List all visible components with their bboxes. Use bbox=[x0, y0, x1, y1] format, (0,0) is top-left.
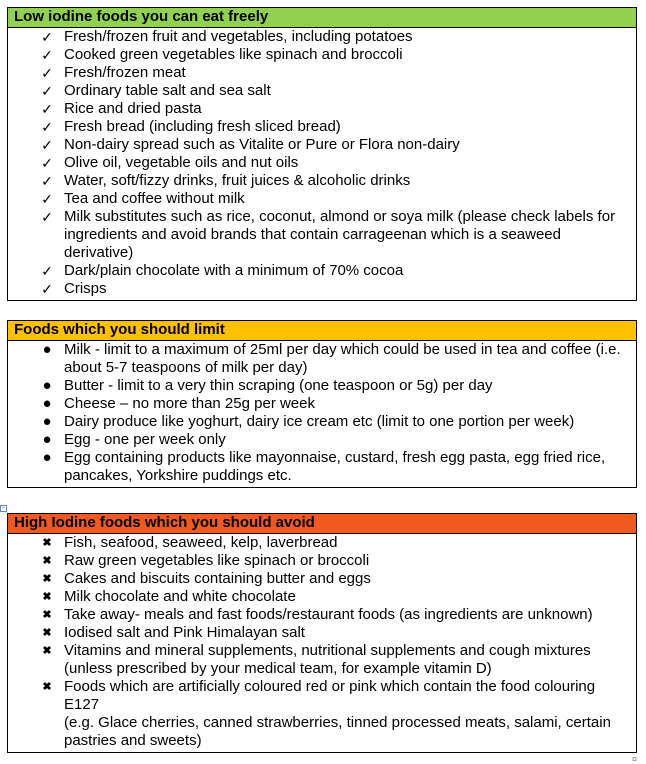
bullet-icon: ● bbox=[42, 413, 52, 430]
list-item-text: Fresh/frozen fruit and vegetables, including potatoes bbox=[64, 28, 413, 45]
cross-icon: ✖ bbox=[42, 573, 52, 585]
check-icon: ✓ bbox=[41, 191, 53, 207]
list-item-text: Take away- meals and fast foods/restaurant foods (as ingredients are unknown) bbox=[64, 606, 593, 623]
list-item bbox=[8, 28, 636, 46]
list-item bbox=[8, 280, 636, 298]
check-icon: ✓ bbox=[41, 83, 53, 99]
bullet-icon: ● bbox=[42, 341, 52, 358]
list-item-text: Crisps bbox=[64, 280, 107, 297]
cross-icon: ✖ bbox=[42, 609, 52, 621]
list-item bbox=[8, 413, 636, 431]
list-item bbox=[8, 534, 636, 552]
check-icon: ✓ bbox=[41, 263, 53, 279]
high-iodine-table bbox=[7, 513, 637, 753]
check-icon: ✓ bbox=[41, 137, 53, 153]
list-item bbox=[8, 431, 636, 449]
list-item-text: Raw green vegetables like spinach or broccoli bbox=[64, 552, 370, 569]
check-icon: ✓ bbox=[41, 101, 53, 117]
bullet-icon: ● bbox=[42, 395, 52, 412]
list-item-text: Ordinary table salt and sea salt bbox=[64, 82, 271, 99]
list-item-text: Cakes and biscuits containing butter and eggs bbox=[64, 570, 371, 587]
list-item bbox=[8, 552, 636, 570]
list-item bbox=[8, 588, 636, 606]
low-iodine-list bbox=[8, 28, 636, 300]
table-anchor-icon[interactable]: + bbox=[0, 505, 7, 512]
list-item bbox=[8, 82, 636, 100]
list-item-text: Egg containing products like mayonnaise, custard, fresh egg pasta, egg fried rice, pancakes, Yorkshire puddings etc. bbox=[64, 449, 606, 484]
list-item-text: Non-dairy spread such as Vitalite or Pure or Flora non-dairy bbox=[64, 136, 460, 153]
check-icon: ✓ bbox=[41, 209, 53, 225]
bullet-icon: ● bbox=[42, 449, 52, 466]
high-iodine-header: High Iodine foods which you should avoid bbox=[8, 514, 636, 534]
list-item-text: Milk substitutes such as rice, coconut, almond or soya milk (please check labels for ingredients and avoid brands that contain carrageenan which is a seaweed derivative) bbox=[64, 208, 616, 261]
list-item bbox=[8, 570, 636, 588]
cell-end-mark-icon: ¤ bbox=[632, 754, 638, 764]
list-item bbox=[8, 118, 636, 136]
list-item bbox=[8, 624, 636, 642]
limit-foods-table bbox=[7, 320, 637, 488]
list-item bbox=[8, 377, 636, 395]
list-item-text: Dairy produce like yoghurt, dairy ice cream etc (limit to one portion per week) bbox=[64, 413, 575, 430]
list-item-text: Fish, seafood, seaweed, kelp, laverbread bbox=[64, 534, 338, 551]
list-item bbox=[8, 262, 636, 280]
check-icon: ✓ bbox=[41, 47, 53, 63]
list-item-text: Cooked green vegetables like spinach and broccoli bbox=[64, 46, 403, 63]
list-item-text: Fresh/frozen meat bbox=[64, 64, 186, 81]
list-item bbox=[8, 642, 636, 678]
cross-icon: ✖ bbox=[42, 645, 52, 657]
limit-foods-list bbox=[8, 341, 636, 487]
list-item bbox=[8, 172, 636, 190]
cross-icon: ✖ bbox=[42, 555, 52, 567]
list-item bbox=[8, 208, 636, 262]
check-icon: ✓ bbox=[41, 281, 53, 297]
list-item-text: Tea and coffee without milk bbox=[64, 190, 245, 207]
list-item bbox=[8, 64, 636, 82]
low-iodine-table bbox=[7, 7, 637, 301]
check-icon: ✓ bbox=[41, 173, 53, 189]
cross-icon: ✖ bbox=[42, 537, 52, 549]
list-item-text: Egg - one per week only bbox=[64, 431, 226, 448]
check-icon: ✓ bbox=[41, 65, 53, 81]
cross-icon: ✖ bbox=[42, 681, 52, 693]
list-item bbox=[8, 449, 636, 485]
list-item-text: Foods which are artificially coloured red or pink which contain the food colouring E127 (e.g. Glace cherries, canned strawberries, tinned processed meats, salami, certain pastries and sweets) bbox=[64, 678, 611, 749]
list-item bbox=[8, 190, 636, 208]
list-item-text: Milk chocolate and white chocolate bbox=[64, 588, 296, 605]
list-item bbox=[8, 136, 636, 154]
list-item-text: Vitamins and mineral supplements, nutritional supplements and cough mixtures (unless prescribed by your medical team, for example vitamin D) bbox=[64, 642, 591, 677]
check-icon: ✓ bbox=[41, 155, 53, 171]
check-icon: ✓ bbox=[41, 29, 53, 45]
list-item-text: Olive oil, vegetable oils and nut oils bbox=[64, 154, 299, 171]
list-item-text: Dark/plain chocolate with a minimum of 70% cocoa bbox=[64, 262, 404, 279]
list-item-text: Cheese – no more than 25g per week bbox=[64, 395, 315, 412]
bullet-icon: ● bbox=[42, 431, 52, 448]
bullet-icon: ● bbox=[42, 377, 52, 394]
list-item bbox=[8, 154, 636, 172]
list-item-text: Butter - limit to a very thin scraping (one teaspoon or 5g) per day bbox=[64, 377, 493, 394]
low-iodine-header: Low iodine foods you can eat freely bbox=[8, 8, 636, 28]
cross-icon: ✖ bbox=[42, 627, 52, 639]
limit-foods-header: Foods which you should limit bbox=[8, 321, 636, 341]
list-item-text: Rice and dried pasta bbox=[64, 100, 202, 117]
list-item bbox=[8, 395, 636, 413]
check-icon: ✓ bbox=[41, 119, 53, 135]
list-item-text: Milk - limit to a maximum of 25ml per day which could be used in tea and coffee (i.e. about 5-7 teaspoons of milk per day) bbox=[64, 341, 621, 376]
list-item-text: Water, soft/fizzy drinks, fruit juices & alcoholic drinks bbox=[64, 172, 411, 189]
list-item-text: Iodised salt and Pink Himalayan salt bbox=[64, 624, 305, 641]
list-item bbox=[8, 678, 636, 750]
list-item bbox=[8, 100, 636, 118]
list-item bbox=[8, 606, 636, 624]
list-item bbox=[8, 341, 636, 377]
list-item bbox=[8, 46, 636, 64]
cross-icon: ✖ bbox=[42, 591, 52, 603]
high-iodine-list bbox=[8, 534, 636, 752]
list-item-text: Fresh bread (including fresh sliced bread) bbox=[64, 118, 341, 135]
